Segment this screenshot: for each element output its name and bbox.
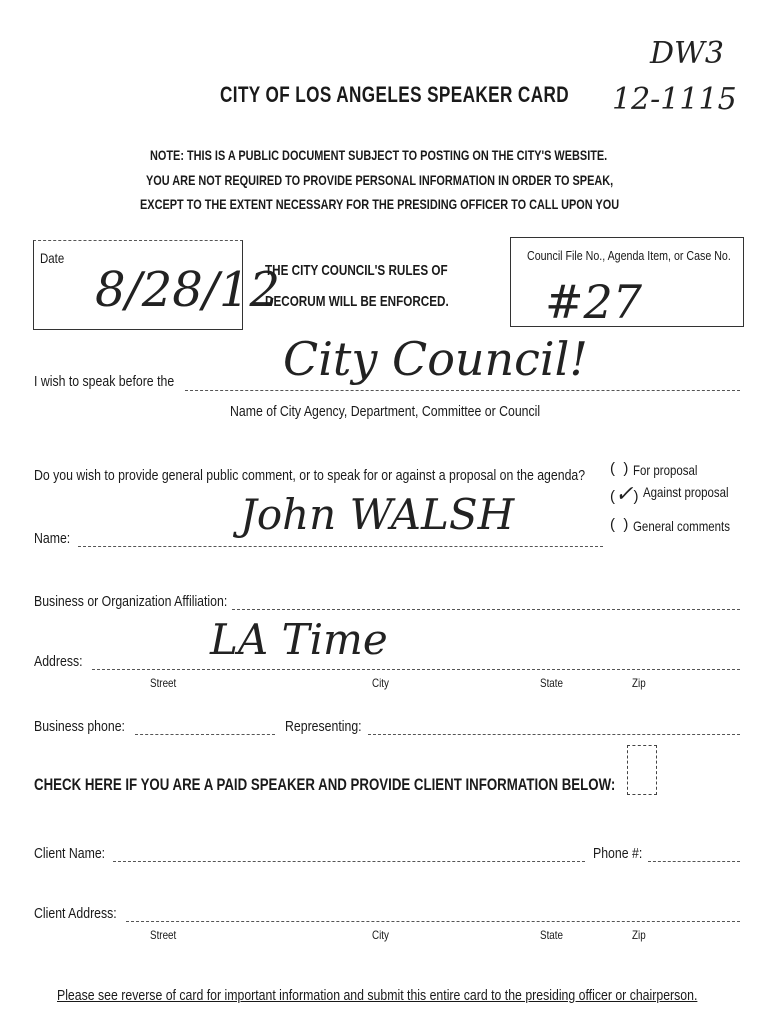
representing-line[interactable]: [368, 734, 740, 735]
decorum-line-1: THE CITY COUNCIL'S RULES OF: [265, 262, 448, 279]
option-against-label: Against proposal: [642, 484, 729, 500]
speak-before-line[interactable]: [185, 390, 740, 391]
address-street-caption: Street: [150, 676, 177, 690]
client-address-line[interactable]: [126, 921, 740, 922]
representing-label: Representing:: [285, 718, 362, 735]
option-for-label: For proposal: [632, 462, 698, 478]
client-name-line[interactable]: [113, 861, 585, 862]
paid-speaker-checkbox[interactable]: [627, 745, 657, 795]
speak-before-label: I wish to speak before the: [34, 373, 175, 390]
affiliation-line[interactable]: [232, 609, 740, 610]
notice-line-1: NOTE: THIS IS A PUBLIC DOCUMENT SUBJECT TO POSTING ON THE CITY'S WEBSITE.: [150, 147, 608, 163]
name-line[interactable]: [78, 546, 603, 547]
speak-before-caption: Name of City Agency, Department, Committee or Council: [230, 403, 541, 420]
comment-question: Do you wish to provide general public comment, or to speak for or against a proposal on the agenda?: [34, 467, 586, 484]
file-number-label: Council File No., Agenda Item, or Case No.: [527, 248, 731, 263]
speak-before-value: City Council!: [283, 332, 588, 386]
checkmark: ✓: [615, 482, 634, 507]
name-value: John WALSH: [240, 490, 515, 539]
file-number-value: #27: [545, 275, 643, 329]
notice-line-3: EXCEPT TO THE EXTENT NECESSARY FOR THE PRESIDING OFFICER TO CALL UPON YOU: [140, 196, 620, 212]
corner-handwriting-2: 12-1115: [612, 82, 737, 117]
date-label: Date: [40, 250, 65, 266]
client-phone-line[interactable]: [648, 861, 740, 862]
option-general-label: General comments: [632, 518, 730, 534]
corner-handwriting-1: DW3: [650, 36, 724, 71]
option-against-proposal[interactable]: (✓) Against proposal: [610, 482, 729, 507]
client-phone-label: Phone #:: [593, 845, 643, 862]
option-for-proposal[interactable]: ( ) For proposal: [610, 460, 698, 478]
option-general-comments[interactable]: ( ) General comments: [610, 516, 730, 534]
client-street-caption: Street: [150, 928, 177, 942]
client-zip-caption: Zip: [632, 928, 646, 942]
business-phone-label: Business phone:: [34, 718, 125, 735]
client-state-caption: State: [540, 928, 563, 942]
client-name-label: Client Name:: [34, 845, 106, 862]
address-state-caption: State: [540, 676, 563, 690]
date-value: 8/28/12: [95, 262, 281, 318]
address-value: LA Time: [210, 615, 388, 664]
address-line[interactable]: [92, 669, 740, 670]
card-title: CITY OF LOS ANGELES SPEAKER CARD: [220, 82, 570, 107]
decorum-line-2: DECORUM WILL BE ENFORCED.: [265, 293, 449, 310]
address-zip-caption: Zip: [632, 676, 646, 690]
client-address-label: Client Address:: [34, 905, 117, 922]
footer-instructions: Please see reverse of card for important information and submit this entire card to the presiding officer or chairperson.: [57, 987, 698, 1004]
address-city-caption: City: [372, 676, 389, 690]
affiliation-label: Business or Organization Affiliation:: [34, 593, 228, 610]
name-label: Name:: [34, 530, 71, 547]
address-label: Address:: [34, 653, 83, 670]
paid-speaker-label: CHECK HERE IF YOU ARE A PAID SPEAKER AND PROVIDE CLIENT INFORMATION BELOW:: [34, 775, 616, 794]
client-city-caption: City: [372, 928, 389, 942]
notice-line-2: YOU ARE NOT REQUIRED TO PROVIDE PERSONAL INFORMATION IN ORDER TO SPEAK,: [146, 172, 614, 188]
business-phone-line[interactable]: [135, 734, 275, 735]
